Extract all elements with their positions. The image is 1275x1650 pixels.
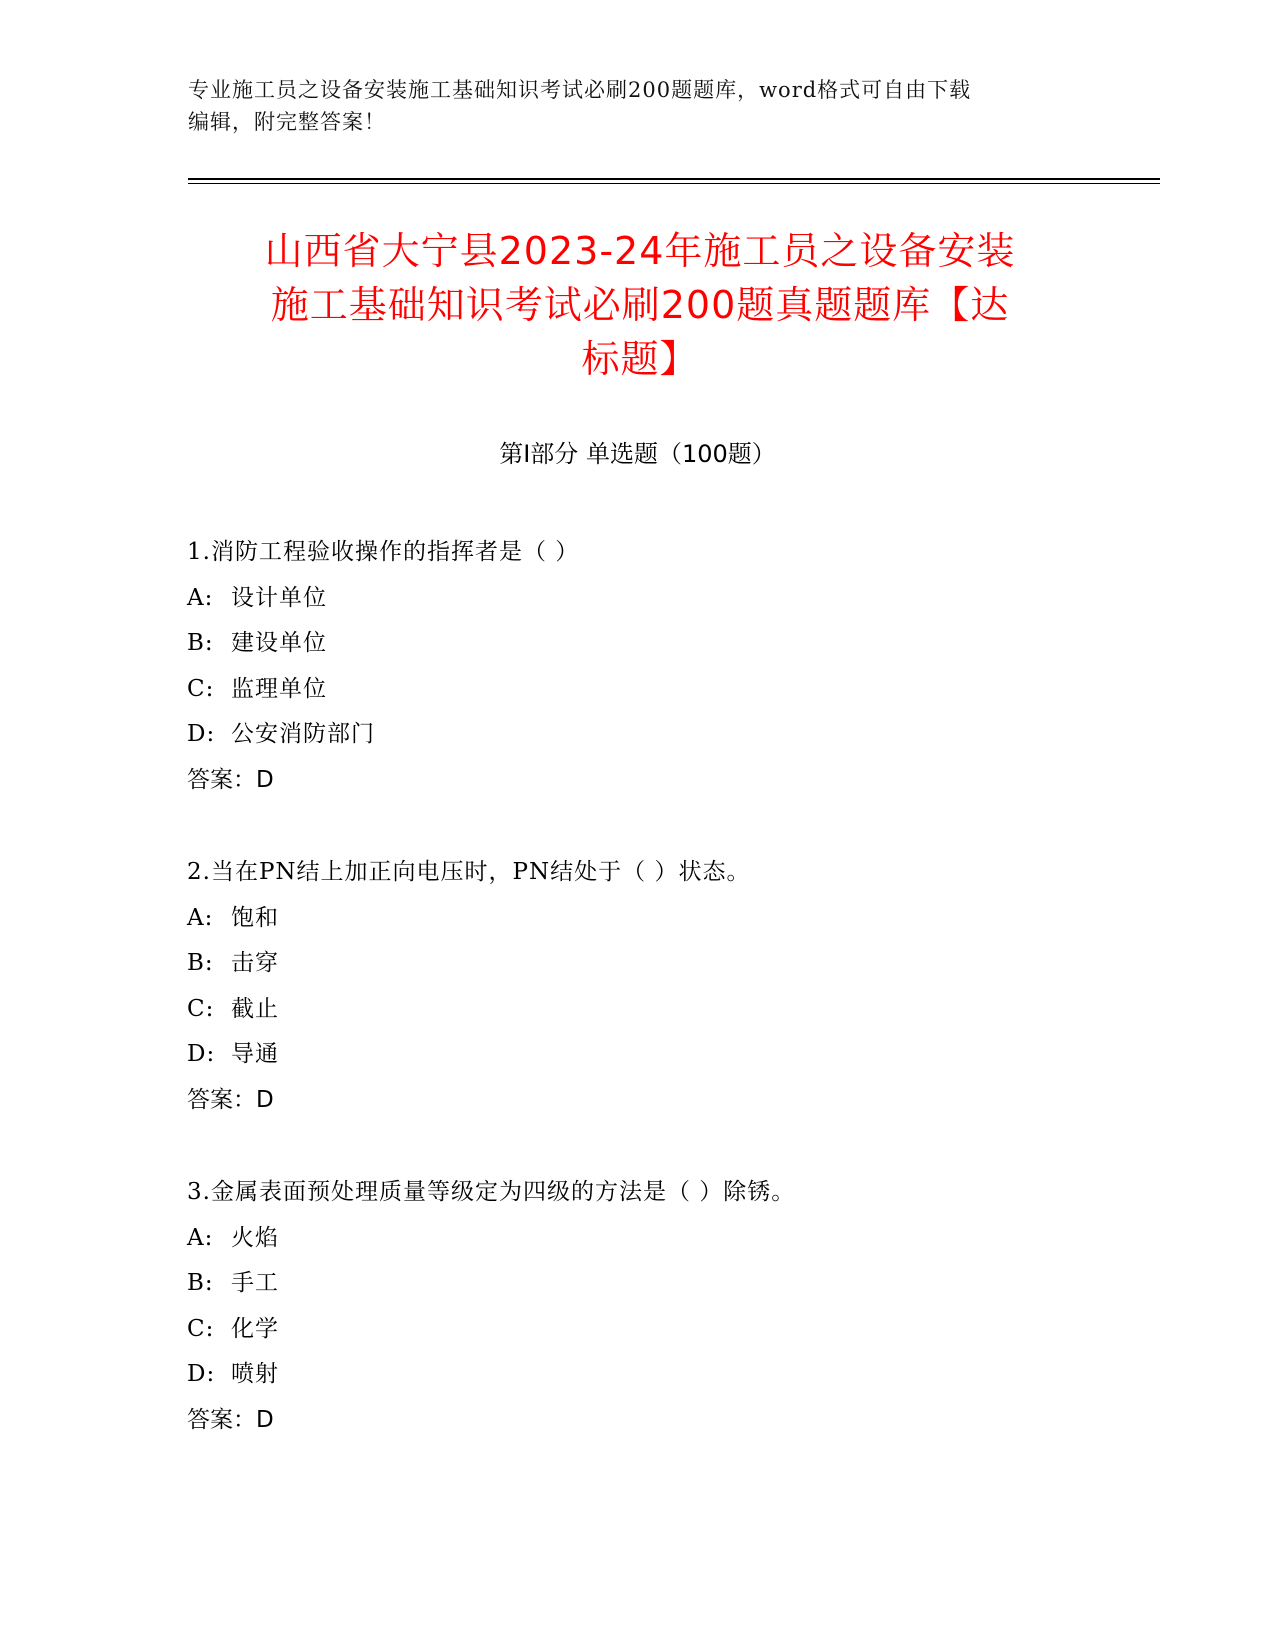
question-list (187, 530, 1087, 1490)
answer-text: 答案：D (187, 1086, 274, 1113)
option-text: 公安消防部门 (231, 721, 375, 747)
document-title-line-1: 山西省大宁县2023-24年施工员之设备安装 (264, 229, 1016, 273)
option-text: 喷射 (231, 1361, 279, 1387)
option-text: 监理单位 (231, 675, 327, 702)
document-title (190, 224, 1090, 386)
question-item (187, 850, 1087, 1170)
question-text: 2.当在PN结上加正向电压时，PN结处于（ ）状态。 (187, 859, 751, 885)
header-note-line-2: 编辑，附完整答案！ (188, 110, 386, 134)
answer-text: 答案：D (187, 1406, 274, 1433)
option-key: C: (187, 675, 215, 702)
option-key: D: (187, 1041, 216, 1067)
option-key: B: (187, 950, 214, 976)
option-text: 手工 (231, 1270, 279, 1296)
option-text: 导通 (231, 1041, 279, 1067)
option-text: 截止 (231, 995, 279, 1022)
option-c (187, 987, 1087, 1033)
option-text: 建设单位 (231, 630, 327, 656)
question-item (187, 1170, 1087, 1490)
option-text: 火焰 (231, 1224, 279, 1251)
option-key: B: (187, 1270, 214, 1296)
option-a (187, 1216, 1087, 1262)
option-key: D: (187, 1361, 216, 1387)
question-text: 3.金属表面预处理质量等级定为四级的方法是（ ）除锈。 (187, 1179, 796, 1205)
option-text: 化学 (231, 1315, 279, 1342)
option-text: 击穿 (231, 950, 279, 976)
option-d (187, 712, 1087, 758)
option-text: 饱和 (231, 904, 279, 931)
option-key: A: (187, 584, 214, 611)
option-d (187, 1352, 1087, 1398)
option-a (187, 896, 1087, 942)
option-c (187, 667, 1087, 713)
header-divider-thick (188, 178, 1160, 180)
option-a (187, 576, 1087, 622)
option-key: A: (187, 1224, 214, 1251)
option-b (187, 621, 1087, 667)
option-d (187, 1032, 1087, 1078)
question-text: 1.消防工程验收操作的指挥者是（ ） (187, 539, 580, 565)
option-key: A: (187, 904, 214, 931)
header-divider-thin (188, 183, 1160, 184)
section-title: 第Ⅰ部分 单选题（100题） (499, 440, 776, 468)
option-key: C: (187, 995, 215, 1022)
document-title-line-2: 施工基础知识考试必刷200题真题题库【达 (270, 283, 1010, 327)
header-note-line-1: 专业施工员之设备安装施工基础知识考试必刷200题题库，word格式可自由下载 (188, 78, 972, 102)
option-b (187, 1261, 1087, 1307)
option-b (187, 941, 1087, 987)
answer-text: 答案：D (187, 766, 274, 793)
option-key: C: (187, 1315, 215, 1342)
question-item (187, 530, 1087, 850)
document-title-line-3: 标题】 (581, 337, 699, 381)
option-text: 设计单位 (231, 584, 327, 611)
option-key: D: (187, 721, 216, 747)
header-note (188, 74, 1068, 138)
option-key: B: (187, 630, 214, 656)
option-c (187, 1307, 1087, 1353)
